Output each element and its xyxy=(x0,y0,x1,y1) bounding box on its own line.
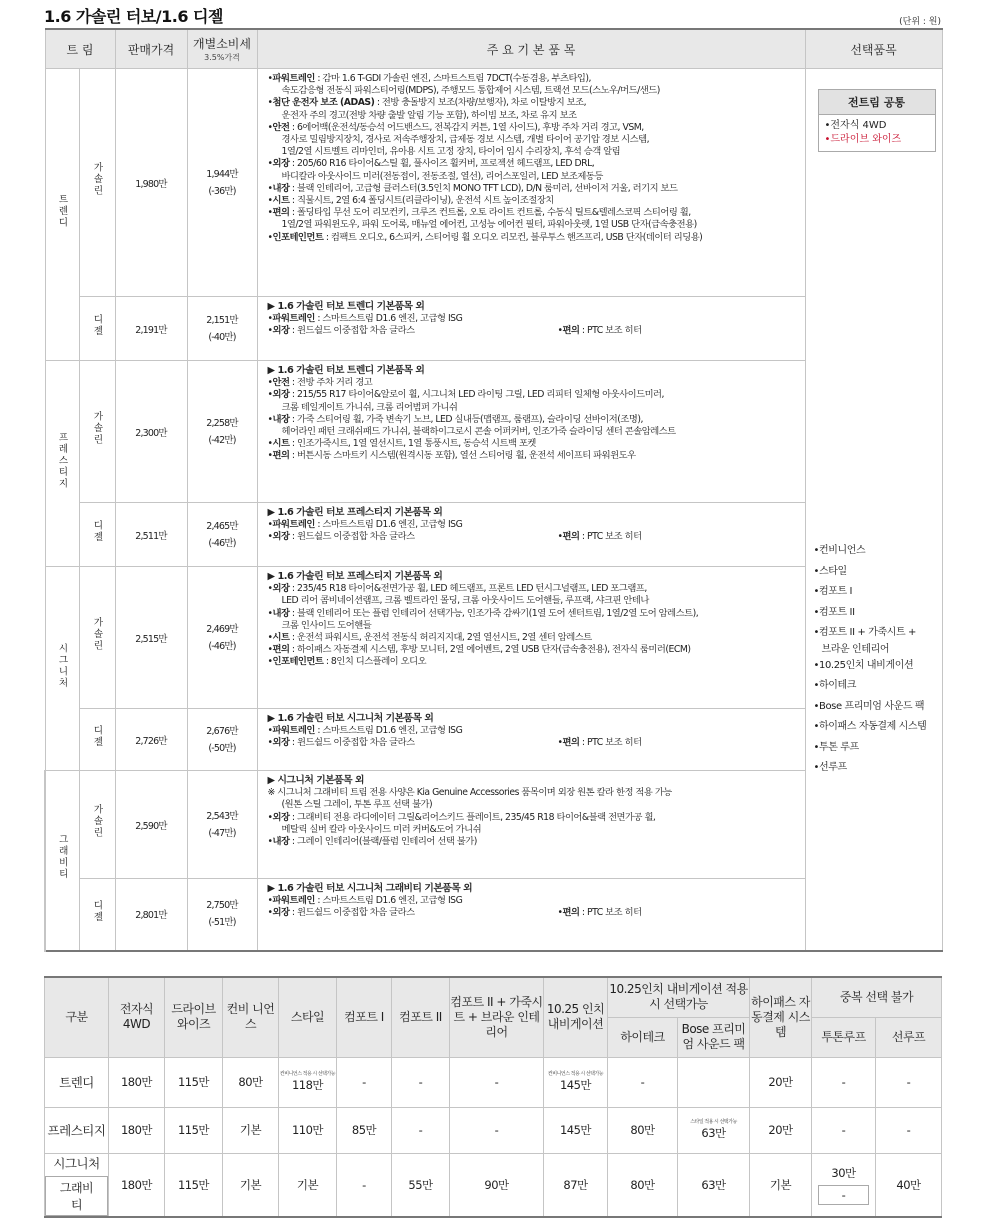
feature-line: •내장 : 그레이 인테리어(블랙/플럼 인테리어 선택 불가) xyxy=(267,836,477,848)
opt-header-hitech: 하이테크 xyxy=(608,1017,678,1057)
opt-header-nav: 10.25 인치 내비게이션 xyxy=(544,977,608,1057)
opt-cell: 115만 xyxy=(165,1153,223,1217)
opt-cell: 40만 xyxy=(876,1153,942,1217)
opt-cell: - xyxy=(337,1057,392,1107)
opt-header-twotone: 투톤루프 xyxy=(812,1017,876,1057)
features-gravity-gasoline: ▶ 시그니처 기본품목 외 ※ 시그니처 그래비티 트림 전용 사양은 Kia Genuine Accessories 품목이며 외장 원톤 칼라 한정 적용 가능 (원톤 스틸 그레이, 투톤 루프 선택 불가) •외장 : 그래비티 전용 라디에이터 그릴&리어스키드 플레이트, 235/45 R18 타이어&블랙 전면가공 휠, 메탈릭 실버 칼라 아웃사이드 미러 커버&도어 가니쉬 •내장 : 그레이 인테리어(블랙/플럼 인테리어 선택 불가) xyxy=(257,771,805,879)
opt-cell: 스타일 적용 시 선택가능 63만 xyxy=(678,1107,750,1153)
opt-cell: 20만 xyxy=(750,1107,812,1153)
opt-header-sunroof: 선루프 xyxy=(876,1017,942,1057)
option-item: •컴포트 II xyxy=(813,606,855,618)
feature-line: •내장 : 블랙 인테리어 또는 플럼 인테리어 선택가능, 인조가죽 감싸기(1열 도어 센터트림, 1열/2열 도어 암레스트), xyxy=(267,607,699,619)
engine-diesel: 디젤 xyxy=(79,503,115,567)
option-awd: •전자식 4WD xyxy=(824,120,887,131)
feature-line: •첨단 운전자 보조 (ADAS) : 전방 충돌방지 보조(차량/보행자), 차로 이탈방지 보조, xyxy=(267,97,587,109)
header-price: 판매가격 xyxy=(115,29,187,69)
options-cell xyxy=(805,69,942,951)
opt-cell: 87만 xyxy=(544,1153,608,1217)
feature-line: •외장 : 그래비티 전용 라디에이터 그릴&리어스키드 플레이트, 235/45 R18 타이어&블랙 전면가공 휠, xyxy=(267,811,656,823)
feature-line: •편의 : 폴딩타입 무선 도어 리모컨키, 크루즈 컨트롤, 오토 라이트 컨트롤, 수동식 틸트&텔레스코픽 스티어링 휠, xyxy=(267,207,691,219)
option-item: •하이패스 자동결제 시스템 xyxy=(813,721,927,732)
price-cell: 2,191만 xyxy=(115,297,187,361)
engine-gasoline: 가솔린 xyxy=(79,69,115,297)
option-item: •컴포트 II + 가죽시트 + xyxy=(813,627,916,638)
tax-price-cell: 2,258만 (-42만) xyxy=(187,361,257,503)
engine-gasoline: 가솔린 xyxy=(79,771,115,879)
opt-cell: 115만 xyxy=(165,1057,223,1107)
opt-cell: 63만 xyxy=(678,1153,750,1217)
price-cell: 2,801만 xyxy=(115,879,187,951)
opt-cell: - xyxy=(337,1153,392,1217)
features-gravity-diesel: ▶ 1.6 가솔린 터보 시그니처 그래비티 기본품목 외 •파워트레인 : 스마트스트림 D1.6 엔진, 고급형 ISG •외장 : 윈드쉴드 이중접합 차음 글라스 •편의 : PTC 보조 히터 xyxy=(257,879,805,951)
feature-line: 헤어라인 패턴 크래쉬패드 가니쉬, 블랙하이그로시 콘솔 어퍼커버, 인조가죽 슬라이딩 센터 콘솔암레스트 xyxy=(281,426,676,438)
feature-line: •시트 : 직물시트, 2열 6:4 폴딩시트(리클라이닝), 운전석 시트 높이조절장치 xyxy=(267,195,554,207)
opt-cell: - xyxy=(608,1057,678,1107)
option-drivewise: •드라이브 와이즈 xyxy=(824,134,902,145)
feature-line: •시트 : 인조가죽시트, 1열 열선시트, 1열 통풍시트, 동승석 시트백 포켓 xyxy=(267,438,536,450)
opt-cell: 180만 xyxy=(109,1153,165,1217)
opt-cell: 기본 xyxy=(750,1153,812,1217)
feature-line: •내장 : 가죽 스티어링 휠, 가죽 변속기 노브, LED 실내등(맵램프, 룸램프), 슬라이딩 선바이저(조명), xyxy=(267,413,643,425)
opt-cell: 컨비니언스 적용 시 선택가능 145만 xyxy=(544,1057,608,1107)
engine-diesel: 디젤 xyxy=(79,709,115,771)
engine-gasoline: 가솔린 xyxy=(79,361,115,503)
feature-line: •외장 : 215/55 R17 타이어&알로이 휠, 시그니처 LED 라이팅 그릴, LED 리피터 일체형 아웃사이드미러, xyxy=(267,389,664,401)
trim-gravity: 그래비티 xyxy=(45,771,79,951)
opt-header-comfort2plus: 컴포트 II + 가죽시트 + 브라운 인테리어 xyxy=(450,977,544,1057)
opt-cell: - xyxy=(392,1107,450,1153)
feature-line: •시트 : 운전석 파워시트, 운전석 전동식 허리지지대, 2열 열선시트, 2열 센터 암레스트 xyxy=(267,632,592,644)
feature-line: •안전 : 전방 주차 거리 경고 xyxy=(267,377,373,389)
feature-line: •파워트레인 : 감마 1.6 T-GDI 가솔린 엔진, 스마트스트림 7DCT(수동겸용, 부츠타입), xyxy=(267,73,591,84)
opt-cell: 80만 xyxy=(608,1153,678,1217)
price-cell: 2,726만 xyxy=(115,709,187,771)
opt-header-comfort2: 컴포트 II xyxy=(392,977,450,1057)
feature-line: LED 리어 콤비네이션램프, 크롬 벨트라인 몰딩, 크롬 아웃사이드 도어핸들, 루프랙, 샤크핀 안테나 xyxy=(281,595,649,607)
tax-price-cell: 2,750만 (-51만) xyxy=(187,879,257,951)
opt-header-style: 스타일 xyxy=(279,977,337,1057)
opt-row-trendy: 트렌디 xyxy=(45,1057,109,1107)
feature-line: 운전자 주의 경고(전방 차량 출발 알림 기능 포함), 하이빔 보조, 차로 유지 보조 xyxy=(281,109,577,121)
opt-row-gravity: 그래비티 xyxy=(45,1176,108,1216)
option-item: •10.25인치 내비게이션 xyxy=(813,659,914,671)
features-trendy-diesel: ▶ 1.6 가솔린 터보 트렌디 기본품목 외 •파워트레인 : 스마트스트림 D1.6 엔진, 고급형 ISG •외장 : 윈드쉴드 이중접합 차음 글라스 •편의 : PTC 보조 히터 xyxy=(257,297,805,361)
feature-line: •외장 : 235/45 R18 타이어&전면가공 휠, LED 헤드램프, 프론트 LED 턴시그널램프, LED 포그램프, xyxy=(267,583,647,595)
price-cell: 2,511만 xyxy=(115,503,187,567)
feature-line: 1열/2열 시트벨트 리마인더, 유아용 시트 고정 장치, 타이어 임시 수리장치, 후석 승객 알림 xyxy=(281,146,621,158)
option-price-table xyxy=(44,976,942,1218)
opt-cell: - xyxy=(450,1057,544,1107)
opt-cell: 110만 xyxy=(279,1107,337,1153)
trim-price-table xyxy=(44,28,943,952)
header-options: 선택품목 xyxy=(805,29,942,69)
feature-line: 크롬 인사이드 도어핸들 xyxy=(281,619,372,631)
opt-header-convenience: 컨비 니언스 xyxy=(223,977,279,1057)
feature-line: 바디칼라 아웃사이드 미러(전동접이, 전동조절, 열선), 리어스포일러, LED 보조제동등 xyxy=(281,170,603,182)
opt-header-awd: 전자식 4WD xyxy=(109,977,165,1057)
opt-header-hipass: 하이패스 자동결제 시스템 xyxy=(750,977,812,1057)
page-title: 1.6 가솔린 터보/1.6 디젤 xyxy=(44,7,223,26)
opt-cell: 115만 xyxy=(165,1107,223,1153)
feature-line: 1열/2열 파워윈도우, 파워 도어록, 매뉴얼 에어컨, 고성능 에어컨 필터, 파워아웃렛, 1열 USB 단자(급속충전용) xyxy=(281,219,697,231)
feature-line: •외장 : 205/60 R16 타이어&스틸 휠, 풀사이즈 휠커버, 프로젝션 헤드램프, LED DRL, xyxy=(267,158,595,170)
header-tax-price: 개별소비세 3.5%가격 xyxy=(187,29,257,69)
opt-header-comfort1: 컴포트 I xyxy=(337,977,392,1057)
opt-cell: 80만 xyxy=(223,1057,279,1107)
opt-cell: 20만 xyxy=(750,1057,812,1107)
opt-cell: 기본 xyxy=(279,1153,337,1217)
feature-line: •안전 : 6에어백(운전석/동승석 어드밴스드, 전복감지 커튼, 1열 사이드), 후방 주차 거리 경고, VSM, xyxy=(267,121,644,133)
opt-cell: 80만 xyxy=(608,1107,678,1153)
tax-price-cell: 2,151만 (-40만) xyxy=(187,297,257,361)
option-item: •투톤 루프 xyxy=(813,741,859,753)
tax-price-cell: 2,676만 (-50만) xyxy=(187,709,257,771)
opt-cell: 기본 xyxy=(223,1153,279,1217)
opt-cell: 180만 xyxy=(109,1107,165,1153)
unit-label: (단위 : 원) xyxy=(899,17,941,27)
trim-signature: 시그니처 xyxy=(45,567,79,771)
option-item: •스타일 xyxy=(813,565,847,577)
price-cell: 2,515만 xyxy=(115,567,187,709)
opt-cell: 145만 xyxy=(544,1107,608,1153)
feature-line: •편의 : 버튼시동 스마트키 시스템(원격시동 포함), 열선 스티어링 휠, 운전석 세이프티 파워윈도우 xyxy=(267,450,636,462)
feature-line: •인포테인먼트 : 컴팩트 오디오, 6스피커, 스티어링 휠 오디오 리모컨, 블루투스 핸즈프리, USB 단자(데이터 리딩용) xyxy=(267,231,703,243)
opt-row-signature: 시그니처 그래비티 xyxy=(45,1153,109,1217)
option-list xyxy=(814,541,927,779)
tax-price-cell: 1,944만 (-36만) xyxy=(187,69,257,297)
opt-cell: - xyxy=(450,1107,544,1153)
opt-cell: 기본 xyxy=(223,1107,279,1153)
option-item: •선루프 xyxy=(813,762,847,773)
feature-line: •인포테인먼트 : 8인치 디스플레이 오디오 xyxy=(267,656,427,668)
feature-line: •편의 : 하이패스 자동결제 시스템, 후방 모니터, 2열 에어벤트, 2열 USB 단자(급속충전용), 전자식 룸미러(ECM) xyxy=(267,644,691,656)
trim-trendy: 트렌디 xyxy=(45,69,79,361)
features-prestige-diesel: ▶ 1.6 가솔린 터보 프레스티지 기본품목 외 •파워트레인 : 스마트스트림 D1.6 엔진, 고급형 ISG •외장 : 윈드쉴드 이중접합 차음 글라스 •편의 : PTC 보조 히터 xyxy=(257,503,805,567)
opt-cell xyxy=(678,1057,750,1107)
engine-gasoline: 가솔린 xyxy=(79,567,115,709)
opt-cell: 180만 xyxy=(109,1057,165,1107)
tax-price-cell: 2,465만 (-46만) xyxy=(187,503,257,567)
opt-cell: 85만 xyxy=(337,1107,392,1153)
opt-cell: 30만 - xyxy=(812,1153,876,1217)
feature-line: 경사로 밀림방지장치, 경사로 저속주행장치, 급제동 경보 시스템, 개별 타이어 공기압 경보 시스템, xyxy=(281,134,650,146)
price-cell: 2,590만 xyxy=(115,771,187,879)
feature-line: 속도감응형 전동식 파워스티어링(MDPS), 주행모드 통합제어 시스템, 트랙션 모드(스노우/머드/샌드) xyxy=(281,85,660,97)
price-cell: 2,300만 xyxy=(115,361,187,503)
opt-header-gubun: 구분 xyxy=(45,977,109,1057)
features-signature-gasoline: ▶ 1.6 가솔린 터보 프레스티지 기본품목 외 •외장 : 235/45 R18 타이어&전면가공 휠, LED 헤드램프, 프론트 LED 턴시그널램프, LED 포그램프, LED 리어 콤비네이션램프, 크롬 벨트라인 몰딩, 크롬 아웃사이드 도어핸들, 루프랙, 샤크핀 안테나 •내장 : 블랙 인테리어 또는 플럼 인테리어 선택가능, 인조가죽 감싸기(1열 도어 센터트림, 1열/2열 도어 암레스트), 크롬 인사이드 도어핸들 •시트 : 운전석 파워시트, 운전석 전동식 허리지지대, 2열 열선시트, 2열 센터 암레스트 •편의 : 하이패스 자동결제 시스템, 후방 모니터, 2열 에어벤트, 2열 USB 단자(급속충전용), 전자식 룸미러(ECM) •인포테인먼트 : 8인치 디스플레이 오디오 xyxy=(257,567,805,709)
trim-prestige: 프레스티지 xyxy=(45,361,79,567)
engine-diesel: 디젤 xyxy=(79,297,115,361)
features-trendy-gasoline xyxy=(257,69,805,297)
opt-header-dup-group: 중복 선택 불가 xyxy=(812,977,942,1017)
opt-header-bose: Bose 프리미엄 사운드 팩 xyxy=(678,1017,750,1057)
option-item: •컴포트 I xyxy=(813,586,853,597)
tax-price-cell: 2,543만 (-47만) xyxy=(187,771,257,879)
features-signature-diesel: ▶ 1.6 가솔린 터보 시그니처 기본품목 외 •파워트레인 : 스마트스트림 D1.6 엔진, 고급형 ISG •외장 : 윈드쉴드 이중접합 차음 글라스 •편의 : PTC 보조 히터 xyxy=(257,709,805,771)
common-options-box xyxy=(818,89,936,152)
option-item: •하이테크 xyxy=(813,680,857,691)
opt-header-drivewise: 드라이브 와이즈 xyxy=(165,977,223,1057)
option-item: 브라운 인테리어 xyxy=(821,643,890,655)
features-prestige-gasoline: ▶ 1.6 가솔린 터보 트렌디 기본품목 외 •안전 : 전방 주차 거리 경고 •외장 : 215/55 R17 타이어&알로이 휠, 시그니처 LED 라이팅 그릴, LED 리피터 일체형 아웃사이드미러, 크롬 테일게이트 가니쉬, 크롬 리어범퍼 가니쉬 •내장 : 가죽 스티어링 휠, 가죽 변속기 노브, LED 실내등(맵램프, 룸램프), 슬라이딩 선바이저(조명), 헤어라인 패턴 크래쉬패드 가니쉬, 블랙하이그로시 콘솔 어퍼커버, 인조가죽 슬라이딩 센터 콘솔암레스트 •시트 : 인조가죽시트, 1열 열선시트, 1열 통풍시트, 동승석 시트백 포켓 •편의 : 버튼시동 스마트키 시스템(원격시동 포함), 열선 스티어링 휠, 운전석 세이프티 파워윈도우 xyxy=(257,361,805,503)
option-item: •Bose 프리미엄 사운드 팩 xyxy=(813,700,925,712)
tax-price-cell: 2,469만 (-46만) xyxy=(187,567,257,709)
header-features: 주 요 기 본 품 목 xyxy=(257,29,805,69)
header-trim: 트 림 xyxy=(45,29,115,69)
option-item: •컨비니언스 xyxy=(813,545,866,556)
opt-cell: - xyxy=(876,1107,942,1153)
engine-diesel: 디젤 xyxy=(79,879,115,951)
feature-line: •내장 : 블랙 인테리어, 고급형 클러스터(3.5인치 MONO TFT LCD), D/N 룸미러, 선바이저 거울, 러기지 보드 xyxy=(267,182,678,194)
feature-line: 크롬 테일게이트 가니쉬, 크롬 리어범퍼 가니쉬 xyxy=(281,401,458,413)
opt-cell: - xyxy=(876,1057,942,1107)
opt-cell: - xyxy=(812,1107,876,1153)
opt-cell: 컨비니언스 적용 시 선택가능 118만 xyxy=(279,1057,337,1107)
opt-row-prestige: 프레스티지 xyxy=(45,1107,109,1153)
price-cell: 1,980만 xyxy=(115,69,187,297)
opt-cell: - xyxy=(392,1057,450,1107)
opt-header-nav-group: 10.25인치 내비게이션 적용 시 선택가능 xyxy=(608,977,750,1017)
opt-cell: - xyxy=(812,1057,876,1107)
feature-line: 메탈릭 실버 칼라 아웃사이드 미러 커버&도어 가니쉬 xyxy=(281,823,482,835)
opt-cell: 90만 xyxy=(450,1153,544,1217)
opt-cell: 55만 xyxy=(392,1153,450,1217)
common-options-title: 전트림 공통 xyxy=(819,90,935,115)
